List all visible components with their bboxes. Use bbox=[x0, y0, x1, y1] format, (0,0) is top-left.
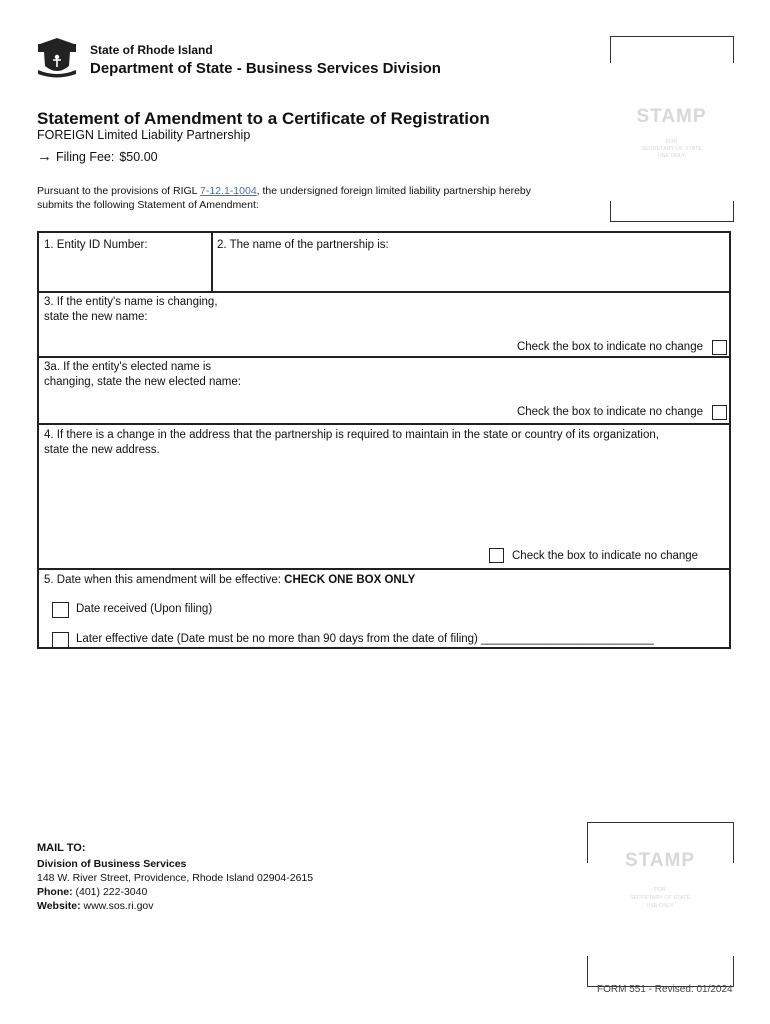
row-elected-name bbox=[39, 358, 729, 425]
mail-to-block bbox=[37, 841, 313, 913]
stamp-note-bottom-3: USE ONLY bbox=[646, 903, 674, 909]
department-name: Department of State - Business Services Division bbox=[90, 60, 441, 77]
row-new-name bbox=[39, 293, 729, 358]
amendment-form bbox=[37, 231, 731, 649]
state-name: State of Rhode Island bbox=[90, 43, 213, 57]
later-date-label: Later effective date (Date must be no more than 90 days from the date of filing) ___________________________ bbox=[76, 633, 654, 645]
new-address-label: 4. If there is a change in the address that the partnership is required to maintain in the state or country of its organization, state the new address. bbox=[44, 429, 659, 456]
effective-date-label: 5. Date when this amendment will be effective: CHECK ONE BOX ONLY bbox=[44, 574, 416, 586]
stamp-note-3: USE ONLY bbox=[657, 153, 686, 159]
stamp-note-1: FOR bbox=[665, 139, 678, 145]
pursuant-text-3: submits the following Statement of Amendment: bbox=[37, 199, 259, 211]
date-received-checkbox[interactable] bbox=[52, 602, 69, 618]
no-change-label-4: Check the box to indicate no change bbox=[512, 550, 699, 562]
elected-name-field[interactable] bbox=[44, 392, 494, 416]
new-name-label: 3. If the entity's name is changing, state the new name: bbox=[44, 296, 218, 323]
stamp-note-bottom-1: FOR bbox=[654, 887, 666, 893]
row-effective-date bbox=[39, 570, 729, 649]
filing-fee bbox=[37, 148, 158, 165]
no-change-label-3: Check the box to indicate no change bbox=[516, 341, 703, 353]
date-received-label: Date received (Upon filing) bbox=[76, 603, 213, 615]
fee-amount: $50.00 bbox=[119, 149, 158, 164]
no-change-checkbox-3a[interactable] bbox=[712, 405, 727, 420]
stamp-box-top bbox=[610, 36, 733, 222]
mail-heading: MAIL TO: bbox=[37, 842, 86, 854]
row-entity-name bbox=[39, 233, 729, 293]
fee-label: Filing Fee: bbox=[56, 149, 115, 164]
new-name-field[interactable] bbox=[44, 327, 494, 351]
partnership-name-label: 2. The name of the partnership is: bbox=[217, 239, 389, 251]
form-number: FORM 551 - Revised: 01/2024 bbox=[597, 984, 733, 995]
rigl-link[interactable]: 7-12.1-1004 bbox=[200, 185, 257, 197]
entity-id-field[interactable] bbox=[41, 255, 207, 289]
mail-website: Website: www.sos.ri.gov bbox=[37, 900, 154, 912]
mail-phone: Phone: (401) 222-3040 bbox=[37, 886, 148, 898]
elected-name-label: 3a. If the entity's elected name is changing, state the new elected name: bbox=[44, 361, 241, 388]
pursuant-text-2: , the undersigned foreign limited liability partnership hereby bbox=[256, 185, 531, 197]
no-change-checkbox-3[interactable] bbox=[712, 340, 727, 355]
later-date-checkbox[interactable] bbox=[52, 632, 69, 648]
document-title: Statement of Amendment to a Certificate of Registration bbox=[37, 109, 490, 128]
stamp-note-bottom-2: SECRETARY OF STATE bbox=[629, 895, 691, 901]
state-seal-logo bbox=[36, 36, 78, 78]
entity-id-label: 1. Entity ID Number: bbox=[44, 239, 148, 251]
arrow-right-icon: → bbox=[37, 148, 52, 165]
mail-address: 148 W. River Street, Providence, Rhode Island 02904-2615 bbox=[37, 872, 314, 884]
no-change-checkbox-4[interactable] bbox=[489, 548, 504, 563]
stamp-label-bottom: STAMP bbox=[624, 850, 696, 871]
row-new-address bbox=[39, 425, 729, 570]
stamp-note-2: SECRETARY OF STATE bbox=[641, 146, 702, 152]
partnership-name-field[interactable] bbox=[217, 255, 723, 289]
pursuant-text: Pursuant to the provisions of RIGL bbox=[37, 185, 201, 197]
document-subtitle: FOREIGN Limited Liability Partnership bbox=[37, 128, 251, 142]
stamp-box-bottom bbox=[587, 822, 733, 987]
no-change-label-3a: Check the box to indicate no change bbox=[516, 406, 703, 418]
mail-division: Division of Business Services bbox=[37, 858, 187, 870]
stamp-label: STAMP bbox=[636, 106, 707, 127]
new-address-field[interactable] bbox=[44, 463, 724, 543]
pursuant-statement bbox=[37, 184, 597, 212]
